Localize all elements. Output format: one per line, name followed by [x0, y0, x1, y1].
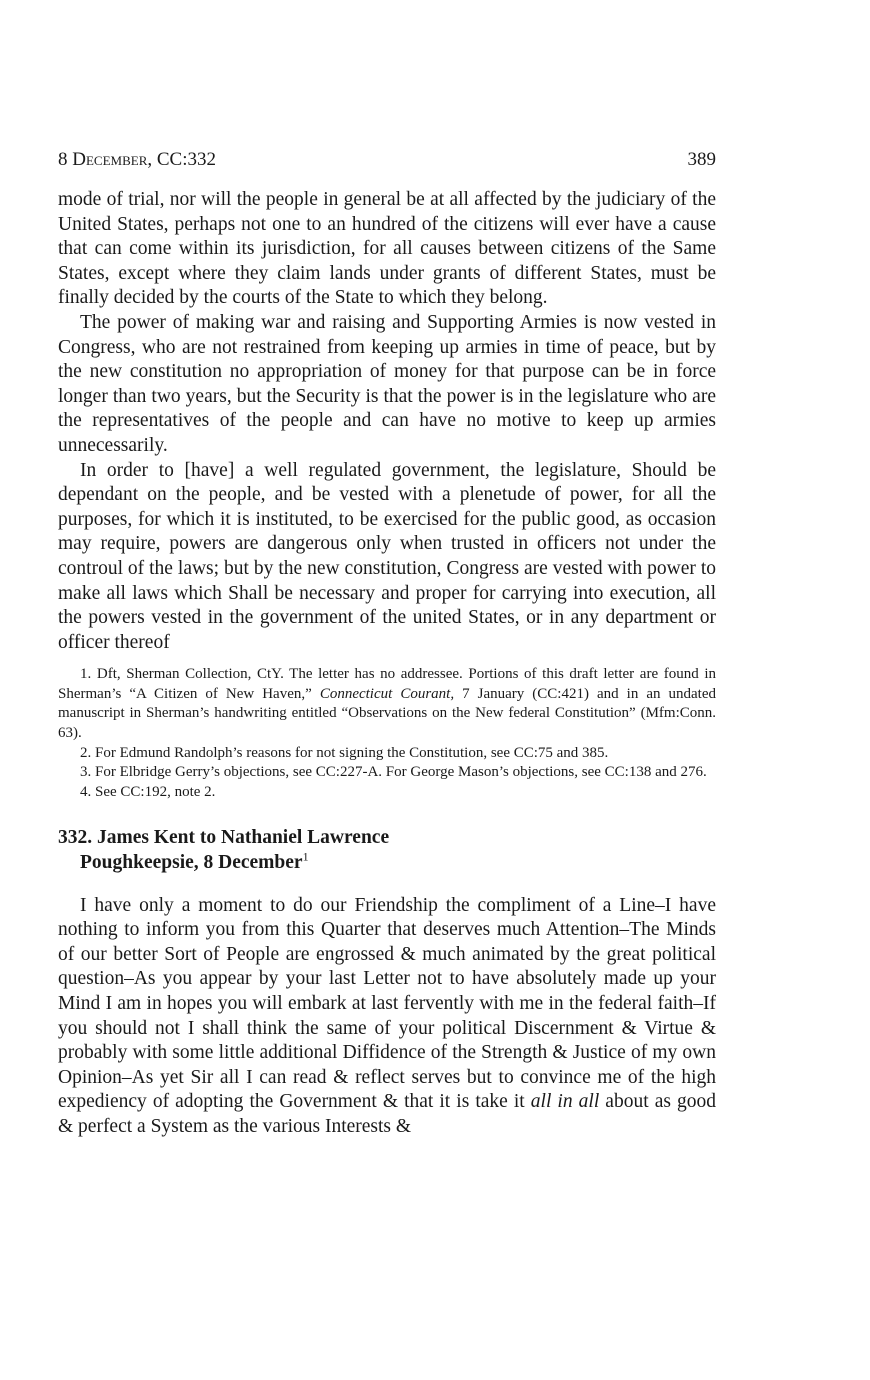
letter-text-a: I have only a moment to do our Friendship the compliment of a Line–I have nothing to inform you from this Quarter that deserves much Attention–The Minds of our better Sort of People are engrossed & much animated by the great political question–As you appear by your last Letter not to have absolutely made up your Mind I am in hopes you will embark at last fervently with me in the federal faith–If you should not I shall think the same of your political Discernment & Virtue & probably with some little additional Diffidence of the Strength & Justice of my own Opinion–As yet Sir all I can read & reflect serves but to convince me of the high expediency of adopting the Government & that it is take it	[58, 894, 716, 1113]
running-head-left	[58, 148, 216, 172]
body-paragraph-3: In order to [have] a well regulated government, the legislature, Should be dependant on the people, and be vested with a plenetude of power, for all the purposes, for which it is instituted, to be exercised for the public good, as occasion may require, powers are dangerous only when trusted in officers not under the controul of the laws; but by the new constitution, Congress are vested with power to make all laws which Shall be necessary and proper for carrying into execution, all the powers vested in the government of the united States, or in any department or officer thereof	[58, 459, 716, 653]
page	[58, 148, 716, 1140]
letter-text	[58, 894, 716, 1140]
document-heading-title: 332. James Kent to Nathaniel Lawrence	[58, 827, 390, 849]
footnote-1-text-b: 7 January (CC:421) and in an undated manuscript in Sherman’s handwriting entitled “Observations on the New federal Constitution” (Mfm:Conn. 63).	[58, 685, 717, 742]
footnote-2: 2. For Edmund Randolph’s reasons for not signing the Constitution, see CC:75 and 385.	[80, 744, 609, 761]
footnotes	[58, 665, 716, 802]
footnote-1-italic-title: Connecticut Courant,	[319, 685, 455, 702]
body-paragraph-2: The power of making war and raising and Supporting Armies is now vested in Congress, who are not restrained from keeping up armies in time of peace, but by the new constitution no appropriation of money for that purpose can be in force longer than two years, but the Security is that the power is in the legislature who are the representatives of the people and can have no motive to keep up armies unnecessarily.	[58, 311, 716, 456]
document-heading-place-date	[58, 851, 716, 876]
document-heading	[58, 826, 716, 875]
letter-italic-phrase: all in all	[530, 1091, 600, 1113]
running-head-date: 8	[58, 149, 73, 170]
letter-text-b: about as good & perfect a System as the various Interests &	[58, 1091, 716, 1137]
running-head	[58, 148, 716, 172]
footnote-4: 4. See CC:192, note 2.	[80, 783, 216, 800]
main-text	[58, 188, 716, 655]
footnote-marker: 1	[302, 849, 309, 864]
footnote-1	[58, 665, 716, 743]
running-head-month: December	[72, 149, 148, 170]
footnote-1-text-a: 1. Dft, Sherman Collection, CtY. The letter has no addressee. Portions of this draft letter are found in Sherman’s “A Citizen of New Haven,”	[58, 666, 716, 702]
footnote-3: 3. For Elbridge Gerry’s objections, see CC:227-A. For George Mason’s objections, see CC:138 and 276.	[80, 764, 707, 781]
page-number: 389	[687, 149, 716, 170]
letter-paragraph	[58, 894, 716, 1140]
document-heading-place-date-text: Poughkeepsie, 8 December	[80, 852, 303, 874]
running-head-doc-ref: , CC:332	[147, 149, 216, 170]
body-paragraph-1: mode of trial, nor will the people in general be at all affected by the judiciary of the United States, perhaps not one to an hundred of the citizens will ever have a cause that can come within its jurisdiction, for all causes between citizens of the Same States, except where they claim lands under grants of different States, must be finally decided by the courts of the State to which they belong.	[58, 189, 716, 309]
